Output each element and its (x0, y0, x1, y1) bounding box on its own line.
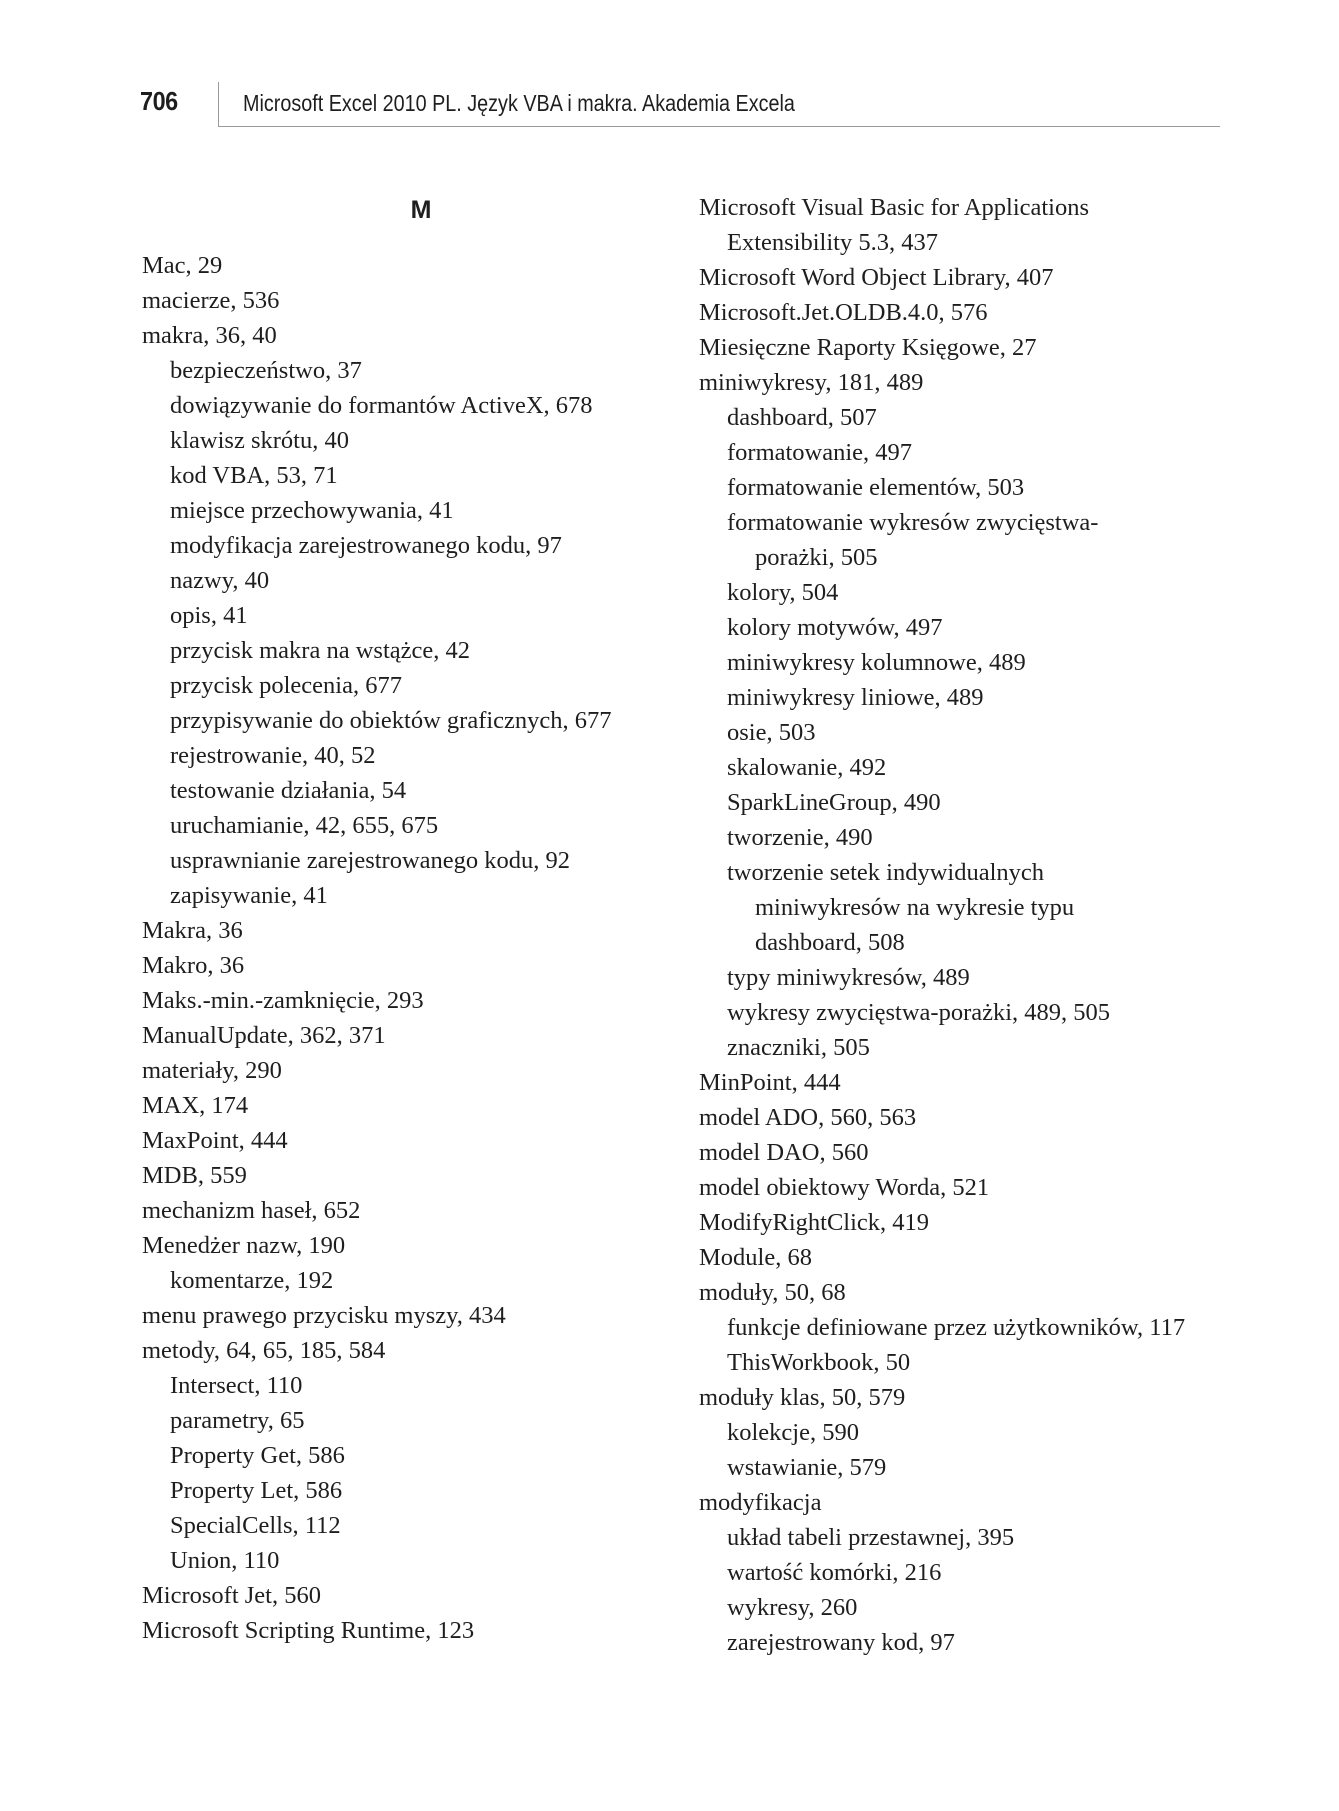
index-entry: komentarze, 192 (170, 1267, 334, 1294)
index-entry: przypisywanie do obiektów graficznych, 677 (170, 707, 612, 734)
index-entry: testowanie działania, 54 (170, 777, 407, 804)
index-entry: tworzenie, 490 (727, 824, 873, 851)
index-entry: MAX, 174 (142, 1092, 249, 1119)
index-entry: Microsoft Word Object Library, 407 (699, 264, 1054, 291)
index-entry: MinPoint, 444 (699, 1069, 841, 1096)
index-entry: dashboard, 508 (755, 929, 905, 956)
index-entry: zapisywanie, 41 (170, 882, 328, 909)
header-rule (218, 126, 1220, 127)
index-entry: model obiektowy Worda, 521 (699, 1174, 990, 1201)
index-entry: Intersect, 110 (170, 1372, 303, 1399)
index-entry: typy miniwykresów, 489 (727, 964, 970, 991)
index-entry: Module, 68 (699, 1244, 812, 1271)
index-entry: MDB, 559 (142, 1162, 247, 1189)
index-entry: przycisk makra na wstążce, 42 (170, 637, 470, 664)
index-entry: Extensibility 5.3, 437 (727, 229, 938, 256)
index-entry: miniwykresy liniowe, 489 (727, 684, 984, 711)
index-entry: wykresy, 260 (727, 1594, 858, 1621)
index-entry: osie, 503 (727, 719, 816, 746)
left-entries (142, 248, 682, 1648)
index-entry: wartość komórki, 216 (727, 1559, 942, 1586)
index-entry: metody, 64, 65, 185, 584 (142, 1337, 386, 1364)
index-entry: formatowanie wykresów zwycięstwa- (727, 509, 1099, 536)
index-entry: bezpieczeństwo, 37 (170, 357, 362, 384)
index-entry: SpecialCells, 112 (170, 1512, 341, 1539)
header-divider (218, 82, 219, 126)
index-entry: moduły klas, 50, 579 (699, 1384, 906, 1411)
index-entry: Miesięczne Raporty Księgowe, 27 (699, 334, 1037, 361)
index-entry: Property Let, 586 (170, 1477, 343, 1504)
section-letter: M (410, 196, 432, 224)
index-entry: modyfikacja zarejestrowanego kodu, 97 (170, 532, 562, 559)
index-column-left (142, 190, 682, 1648)
index-entry: formatowanie, 497 (727, 439, 913, 466)
index-entry: Property Get, 586 (170, 1442, 345, 1469)
index-entry: tworzenie setek indywidualnych (727, 859, 1045, 886)
index-column-right (699, 190, 1239, 1660)
index-entry: SparkLineGroup, 490 (727, 789, 941, 816)
index-entry: przycisk polecenia, 677 (170, 672, 402, 699)
index-entry: dashboard, 507 (727, 404, 877, 431)
index-entry: usprawnianie zarejestrowanego kodu, 92 (170, 847, 571, 874)
index-entry: kolory motywów, 497 (727, 614, 943, 641)
index-entry: układ tabeli przestawnej, 395 (727, 1524, 1015, 1551)
index-entry: model DAO, 560 (699, 1139, 869, 1166)
index-entry: miniwykresów na wykresie typu (755, 894, 1075, 921)
index-entry: makra, 36, 40 (142, 322, 277, 349)
index-entry: kolory, 504 (727, 579, 839, 606)
index-entry: Makra, 36 (142, 917, 243, 944)
index-entry: Microsoft Visual Basic for Applications (699, 194, 1090, 221)
index-entry: klawisz skrótu, 40 (170, 427, 349, 454)
page-header (140, 82, 1220, 128)
index-entry: zarejestrowany kod, 97 (727, 1629, 955, 1656)
index-entry: kod VBA, 53, 71 (170, 462, 338, 489)
index-entry: ManualUpdate, 362, 371 (142, 1022, 386, 1049)
index-entry: Maks.-min.-zamknięcie, 293 (142, 987, 424, 1014)
index-entry: Microsoft Scripting Runtime, 123 (142, 1617, 475, 1644)
index-entry: dowiązywanie do formantów ActiveX, 678 (170, 392, 593, 419)
index-entry: znaczniki, 505 (727, 1034, 870, 1061)
index-entry: miniwykresy kolumnowe, 489 (727, 649, 1026, 676)
index-entry: formatowanie elementów, 503 (727, 474, 1025, 501)
index-entry: rejestrowanie, 40, 52 (170, 742, 376, 769)
index-entry: miejsce przechowywania, 41 (170, 497, 454, 524)
index-entry: moduły, 50, 68 (699, 1279, 846, 1306)
index-entry: uruchamianie, 42, 655, 675 (170, 812, 439, 839)
index-entry: skalowanie, 492 (727, 754, 887, 781)
index-entry: nazwy, 40 (170, 567, 270, 594)
index-entry: menu prawego przycisku myszy, 434 (142, 1302, 506, 1329)
index-entry: Union, 110 (170, 1547, 280, 1574)
index-entry: Microsoft Jet, 560 (142, 1582, 321, 1609)
index-entry: porażki, 505 (755, 544, 878, 571)
index-entry: kolekcje, 590 (727, 1419, 859, 1446)
index-entry: funkcje definiowane przez użytkowników, 117 (727, 1314, 1186, 1341)
index-entry: Mac, 29 (142, 252, 223, 279)
index-entry: mechanizm haseł, 652 (142, 1197, 361, 1224)
index-entry: ThisWorkbook, 50 (727, 1349, 911, 1376)
right-entries (699, 190, 1239, 1660)
index-entry: Menedżer nazw, 190 (142, 1232, 346, 1259)
index-entry: materiały, 290 (142, 1057, 282, 1084)
running-title: Microsoft Excel 2010 PL. Język VBA i makra. Akademia Excela (243, 90, 795, 116)
index-entry: Microsoft.Jet.OLDB.4.0, 576 (699, 299, 988, 326)
index-entry: wykresy zwycięstwa-porażki, 489, 505 (727, 999, 1111, 1026)
index-entry: miniwykresy, 181, 489 (699, 369, 924, 396)
index-entry: parametry, 65 (170, 1407, 305, 1434)
index-entry: opis, 41 (170, 602, 248, 629)
index-entry: wstawianie, 579 (727, 1454, 887, 1481)
page-number: 706 (140, 86, 178, 116)
index-entry: macierze, 536 (142, 287, 280, 314)
index-entry: model ADO, 560, 563 (699, 1104, 917, 1131)
index-entry: modyfikacja (699, 1489, 822, 1516)
index-entry: Makro, 36 (142, 952, 245, 979)
index-entry: MaxPoint, 444 (142, 1127, 288, 1154)
index-entry: ModifyRightClick, 419 (699, 1209, 930, 1236)
